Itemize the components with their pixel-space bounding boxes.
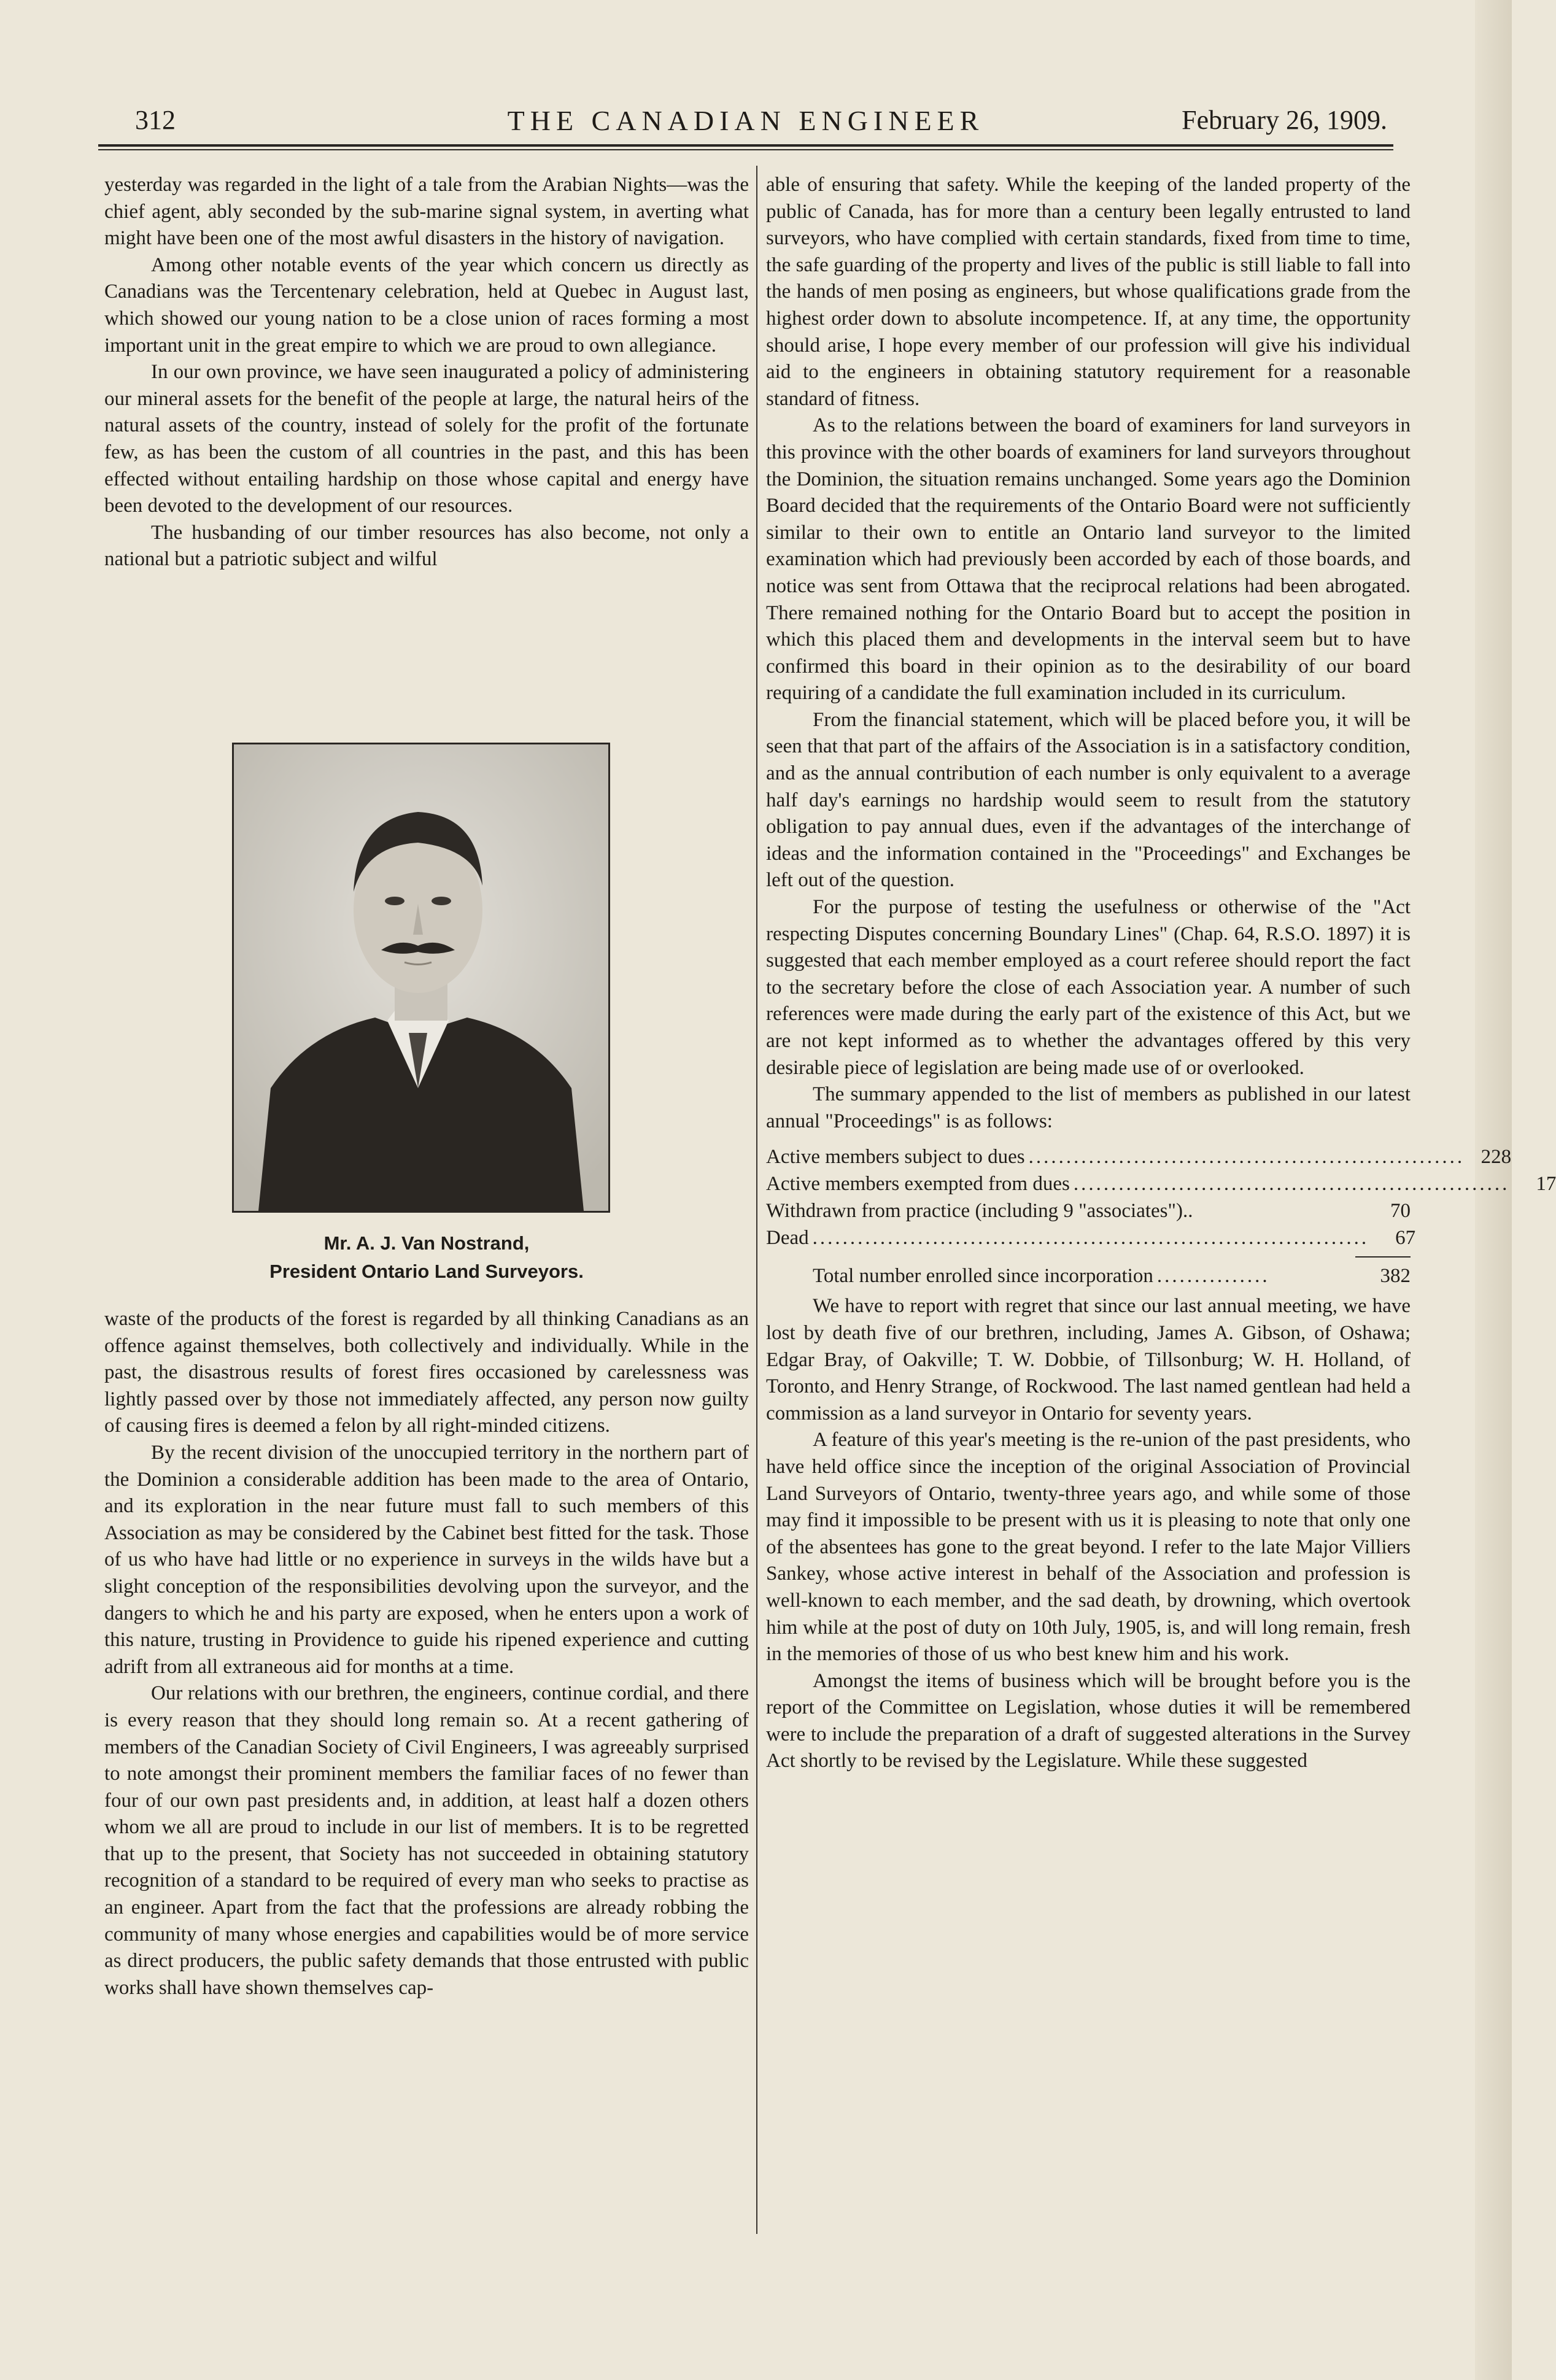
caption-name: Mr. A. J. Van Nostrand, <box>323 1232 530 1254</box>
portrait-photo <box>232 743 610 1213</box>
summary-total-value: 382 <box>1380 1265 1411 1288</box>
member-summary-table <box>766 1143 1556 1289</box>
paragraph: In our own province, we have seen inaugurated a policy of administering our mineral assets for the benefit of the people at large, the natural heirs of the natural assets of the country, instead of solely for the profit of the fortunate few, as has been the custom of all countries in the past, and this has been effected without entailing hardship on those whose capital and energy have been devoted to the development of our resources. <box>104 361 749 517</box>
right-column <box>766 172 1556 1775</box>
paragraph: Amongst the items of business which will be brought before you is the report of the Committee on Legislation, whose duties it will be remembered were to include the preparation of a draft of suggested alterations in the Survey Act shortly to be revised by the Legislature. While these suggested <box>766 1669 1411 1772</box>
left-column-top <box>104 172 749 573</box>
paragraph: We have to report with regret that since our last annual meeting, we have lost by death five of our brethren, including, James A. Gibson, of Oshawa; Edgar Bray, of Oakville; T. W. Dobbie, of Tillsonburg; W. H. Holland, of Toronto, and Henry Strange, of Rockwood. The last named gentlean had held a commission as a land surveyor in Ontario for seventy years. <box>766 1295 1411 1424</box>
paragraph: The husbanding of our timber resources has also become, not only a national but a patriotic subject and wilful <box>104 521 749 571</box>
caption-title: President Ontario Land Surveyors. <box>269 1261 584 1282</box>
paragraph: The summary appended to the list of members as published in our latest annual "Proceedings" is as follows: <box>766 1083 1411 1132</box>
sum-rule <box>1355 1256 1411 1258</box>
paragraph: waste of the products of the forest is regarded by all thinking Canadians as an offence against themselves, both collectively and individually. While in the past, the disastrous results of forest fires occasioned by carelessness was lightly passed over by those not immediately affected, any person now guilty of causing fires is deemed a felon by all right-minded citizens. <box>104 1308 749 1437</box>
page-header <box>98 98 1393 141</box>
summary-row <box>766 1224 1416 1251</box>
figure-caption <box>104 1229 749 1286</box>
summary-label: Withdrawn from practice (including 9 "associates").. <box>766 1200 1193 1223</box>
summary-row <box>766 1143 1512 1170</box>
summary-label: Dead <box>766 1227 809 1250</box>
paragraph: For the purpose of testing the usefulness or otherwise of the "Act respecting Disputes concerning Boundary Lines" (Chap. 64, R.S.O. 1897) it is suggested that each member employed as a court referee should report the fact to the secretary before the close of each Association year. A number of such references were made during the early part of the existence of this Act, but we are not kept informed as to whether the advantages offered by this very desirable piece of legislation are being made use of or overlooked. <box>766 896 1411 1079</box>
issue-date: February 26, 1909. <box>1182 105 1387 135</box>
leader-dots: ............... <box>1156 1265 1270 1288</box>
paragraph: By the recent division of the unoccupied territory in the northern part of the Dominion a considerable addition has been made to the area of Ontario, and its exploration in the near future must fall to such members of this Association as may be considered by the Cabinet best fitted for the task. Those of us who have had little or no experience in surveys in the wilds have but a slight conception of the responsibilities devolving upon the surveyor, and the dangers to which he and his party are exposed, when he enters upon a work of this nature, trusting in Providence to guide his ripened experience and cutting adrift from all extraneous aid for months at a time. <box>104 1441 749 1678</box>
leader-dots: .......................................................... <box>1073 1173 1510 1196</box>
leader-dots: .......................................................................... <box>812 1227 1369 1250</box>
paragraph: yesterday was regarded in the light of a tale from the Arabian Nights—was the chief agent, ably seconded by the sub-marine signal system, in averting what might have been one of the most awful disasters in the history of navigation. <box>104 174 749 250</box>
summary-label: Active members subject to dues <box>766 1146 1025 1169</box>
header-rule-thin <box>98 149 1393 150</box>
summary-total-row <box>766 1262 1411 1289</box>
summary-label: Active members exempted from dues <box>766 1173 1070 1196</box>
left-column-bottom <box>104 1306 749 2001</box>
summary-value: 228 <box>1481 1146 1512 1169</box>
summary-total-label: Total number enrolled since incorporation <box>813 1265 1153 1288</box>
summary-value: 67 <box>1395 1227 1416 1250</box>
paragraph: A feature of this year's meeting is the re-union of the past presidents, who have held office since the inception of the original Association of Provincial Land Surveyors of Ontario, twenty-three years ago, and while some of those may find it impossible to be present with us it is pleasing to note that only one of the absentees has gone to the great beyond. I refer to the late Major Villiers Sankey, whose active interest in behalf of the Association and profession is well-known to each member, and the sad death, by drowning, which overtook him while at the post of duty on 10th July, 1905, is, and will long remain, fresh in the memories of those of us who best knew him and his work. <box>766 1429 1411 1666</box>
paragraph: able of ensuring that safety. While the keeping of the landed property of the public of Canada, has for more than a century been legally entrusted to land surveyors, who have complied with certain standards, fixed from time to time, the safe guarding of the property and lives of the public is still liable to fall into the hands of men posing as engineers, but whose qualifications grade from the highest order down to absolute incompetence. If, at any time, the opportunity should arise, I hope every member of our profession will give his individual aid to the engineers in obtaining statutory requirement for a reasonable standard of fitness. <box>766 174 1411 410</box>
summary-value: 17 <box>1536 1173 1556 1196</box>
summary-value: 70 <box>1390 1200 1411 1223</box>
paragraph: From the financial statement, which will be placed before you, it will be seen that that part of the affairs of the Association is in a satisfactory condition, and as the annual contribution of each number is only equivalent to a average half day's earnings no hardship would seem to result from the statutory obligation to pay annual dues, even if the advantages of the interchange of ideas and the information contained in the "Proceedings" and Exchanges be left out of the question. <box>766 708 1411 892</box>
paragraph: Our relations with our brethren, the engineers, continue cordial, and there is every reason that they should long remain so. At a recent gathering of members of the Canadian Society of Civil Engineers, I was agreeably surprised to note amongst their prominent members the familiar faces of no fewer than four of our own past presidents and, in addition, at least half a dozen others whom we all are proud to include in our list of members. It is to be regretted that up to the present, that Society has not succeeded in obtaining statutory recognition of a standard to be required of every man who seeks to practise as an engineer. Apart from the fact that the professions are already robbing the community of many whose energies and capabilities would be of more service as direct producers, the public safety demands that those entrusted with public works shall have shown themselves cap- <box>104 1682 749 1999</box>
paragraph: As to the relations between the board of examiners for land surveyors in this province with the other boards of examiners for land surveyors throughout the Dominion, the situation remains unchanged. Some years ago the Dominion Board decided that the requirements of the Ontario Board were not sufficiently similar to their own to entitle an Ontario land surveyor to the limited examination which had previously been accorded by each of those boards, and notice was sent from Ottawa that the reciprocal relations had been abrogated. There remained nothing for the Ontario Board but to accept the position in which this placed them and developments in the interval seem but to have confirmed this board in their opinion as to the desirability of our board requiring of a candidate the full examination included in its curriculum. <box>766 414 1411 705</box>
summary-row <box>766 1170 1556 1197</box>
page-number: 312 <box>135 105 176 135</box>
summary-row <box>766 1197 1411 1224</box>
column-divider <box>756 166 757 2234</box>
paragraph: Among other notable events of the year which concern us directly as Canadians was the Tercentenary celebration, held at Quebec in August last, which showed our young nation to be a close union of races forming a most important unit in the great empire to which we are proud to own allegiance. <box>104 253 749 357</box>
journal-title: THE CANADIAN ENGINEER <box>507 105 985 136</box>
leader-dots: .......................................................... <box>1028 1146 1465 1169</box>
header-rule <box>98 144 1393 147</box>
